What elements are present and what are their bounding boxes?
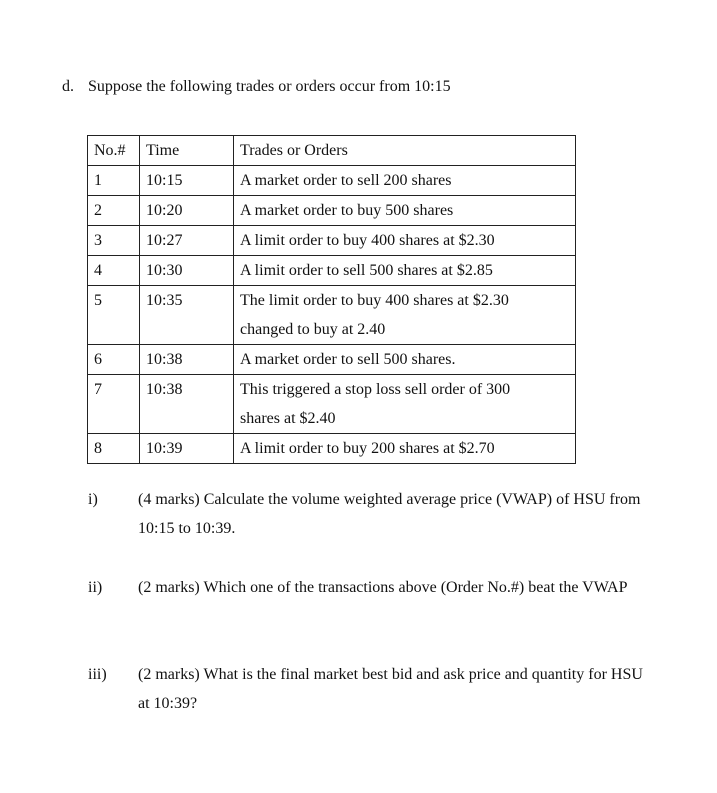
table-row [88,345,576,375]
row-description-line: A limit order to buy 400 shares at $2.30 [240,232,495,249]
sub-question-text [138,573,688,602]
row-time: 10:30 [140,256,234,286]
table-row [88,226,576,256]
table-row [88,166,576,196]
row-time: 10:35 [140,286,234,345]
row-description [234,256,576,286]
question-intro [62,77,451,97]
row-time: 10:38 [140,375,234,434]
table-row [88,196,576,226]
header-time: Time [140,136,234,166]
sub-question-number: i) [88,491,98,508]
table-row [88,375,576,434]
sub-question-line: (2 marks) What is the final market best bid and ask price and quantity for HSU [138,666,643,683]
row-time: 10:38 [140,345,234,375]
sub-question-i [88,485,688,543]
sub-question-line: at 10:39? [138,695,198,712]
row-description [234,196,576,226]
table-row [88,434,576,464]
table-row [88,286,576,345]
trades-table [87,135,576,464]
row-description-line: This triggered a stop loss sell order of 300 [240,381,511,398]
row-description [234,345,576,375]
sub-question-line: (4 marks) Calculate the volume weighted average price (VWAP) of HSU from [138,491,641,508]
sub-question-iii [88,660,688,718]
row-no: 6 [88,345,140,375]
sub-question-text [138,485,688,543]
sub-question-text [138,660,688,718]
row-description [234,434,576,464]
row-no: 8 [88,434,140,464]
row-time: 10:39 [140,434,234,464]
row-description-line: shares at $2.40 [240,410,336,427]
row-time: 10:15 [140,166,234,196]
header-no: No.# [88,136,140,166]
row-description [234,166,576,196]
question-intro-text: Suppose the following trades or orders occur from 10:15 [88,78,451,95]
table-header-row [88,136,576,166]
sub-question-number: iii) [88,666,107,683]
row-description-line: A market order to buy 500 shares [240,202,454,219]
row-no: 3 [88,226,140,256]
row-description-line: A market order to sell 500 shares. [240,351,456,368]
sub-question-ii [88,573,688,602]
row-description-line: The limit order to buy 400 shares at $2.30 [240,292,509,309]
row-description [234,286,576,345]
row-description [234,226,576,256]
row-description-line: A limit order to sell 500 shares at $2.85 [240,262,493,279]
row-description-line: A market order to sell 200 shares [240,172,452,189]
row-description-line: changed to buy at 2.40 [240,321,386,338]
row-no: 1 [88,166,140,196]
row-no: 7 [88,375,140,434]
sub-question-line: 10:15 to 10:39. [138,520,236,537]
row-no: 2 [88,196,140,226]
table-row [88,256,576,286]
row-description [234,375,576,434]
row-time: 10:20 [140,196,234,226]
row-time: 10:27 [140,226,234,256]
sub-question-number: ii) [88,579,103,596]
row-no: 4 [88,256,140,286]
row-no: 5 [88,286,140,345]
header-trades-or-orders: Trades or Orders [234,136,576,166]
row-description-line: A limit order to buy 200 shares at $2.70 [240,440,495,457]
question-letter: d. [62,78,74,95]
sub-question-line: (2 marks) Which one of the transactions above (Order No.#) beat the VWAP [138,579,628,596]
